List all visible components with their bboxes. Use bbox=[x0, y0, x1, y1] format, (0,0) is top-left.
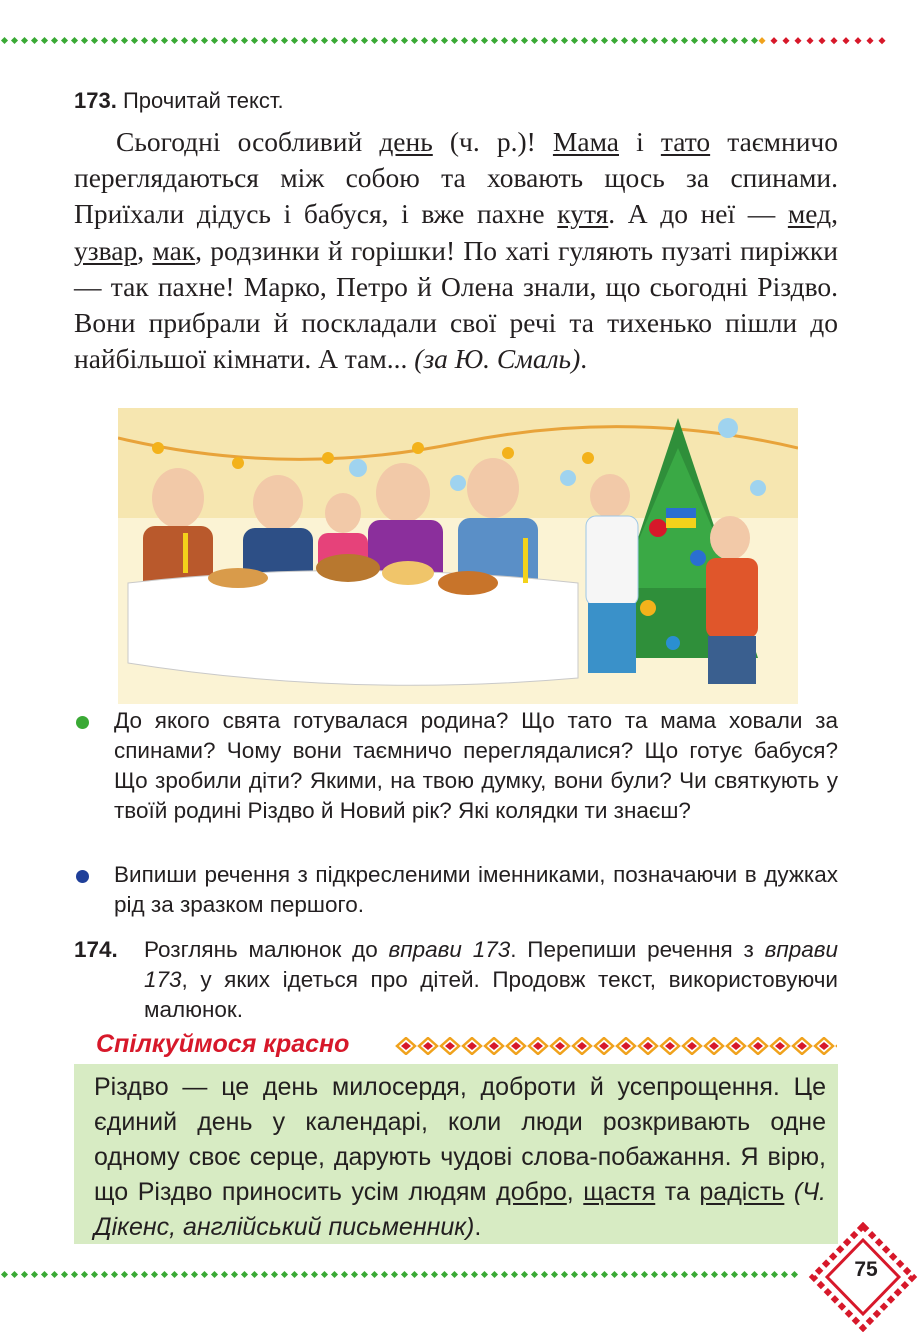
page-number: 75 bbox=[854, 1258, 878, 1281]
talk-quote-text: Різдво — це день милосердя, доброти й усепрощення. Це єдиний день у календарі, коли люди розкривають одне одному своє серце, дарують чудові слова-побажання. Я вірю, що Різдво приносить усім людям добро, щастя та радість (Ч. Дікенс, англійський письменник). bbox=[94, 1073, 826, 1241]
exercise-174 bbox=[74, 935, 838, 1025]
exercise-174-text: Розглянь малюнок до вправи 173. Перепиши речення з вправи 173, у яких ідеться про дітей. Продовж текст, використовуючи малюнок. bbox=[144, 937, 838, 1022]
underlined-word: щастя bbox=[583, 1178, 656, 1206]
underlined-word: добро bbox=[496, 1178, 567, 1206]
question-item-1: До якого свята готувалася родина? Що тато та мама ховали за спинами? Чому вони таємничо переглядалися? Що готує бабуся? Що зробили діти? Якими, на твою думку, вони були? Чи святкують у твоїй родині Різдво й Новий рік? Які колядки ти знаєш? bbox=[74, 706, 838, 826]
underlined-word: радість bbox=[699, 1178, 785, 1206]
underlined-noun: Мама bbox=[552, 126, 619, 157]
top-ornament-border bbox=[0, 34, 918, 48]
quote-author: (Ч. Дікенс, англійський письменник) bbox=[94, 1178, 826, 1241]
christmas-family-illustration bbox=[118, 408, 798, 704]
blue-bullet-icon bbox=[76, 870, 89, 883]
underlined-noun: узвар bbox=[74, 234, 138, 266]
story-source: (за Ю. Смаль) bbox=[414, 343, 581, 375]
question-item-2: Випиши речення з підкресленими іменниками, позначаючи в дужках рід за зразком першого. bbox=[74, 860, 838, 920]
underlined-noun: кутя bbox=[557, 198, 609, 230]
underlined-noun: тато bbox=[660, 126, 711, 157]
exercise-173-number: 173. bbox=[74, 88, 117, 113]
green-bullet-icon bbox=[76, 716, 89, 729]
underlined-noun: день bbox=[379, 126, 433, 157]
story-text: Сьогодні особливий день (ч. р.)! Мама і тато таємничо переглядаються між собою та ховають щось за спинами. Приїхали дідусь і бабуся, і вже пахне кутя. А до неї — мед, узвар, мак, родзинки й горішки! По хаті гуляють пузаті пиріжки — так пахне! Марко, Петро й Олена знали, що сьогодні Різдво. Вони прибрали й поскладали свої речі та тихенько пішли до найбільшої кімнати. А там... (за Ю. Смаль). bbox=[74, 126, 839, 375]
bottom-ornament-border bbox=[0, 1268, 918, 1282]
exercise-173-instruction: Прочитай текст. bbox=[122, 88, 284, 113]
embroidery-ornament-strip bbox=[395, 1037, 837, 1055]
exercise-174-number: 174. bbox=[74, 937, 118, 962]
exercise-173-heading bbox=[74, 88, 284, 114]
underlined-noun: мак bbox=[152, 234, 196, 266]
underlined-noun: мед bbox=[787, 198, 832, 230]
talk-section-title: Спілкуймося красно bbox=[96, 1030, 350, 1058]
